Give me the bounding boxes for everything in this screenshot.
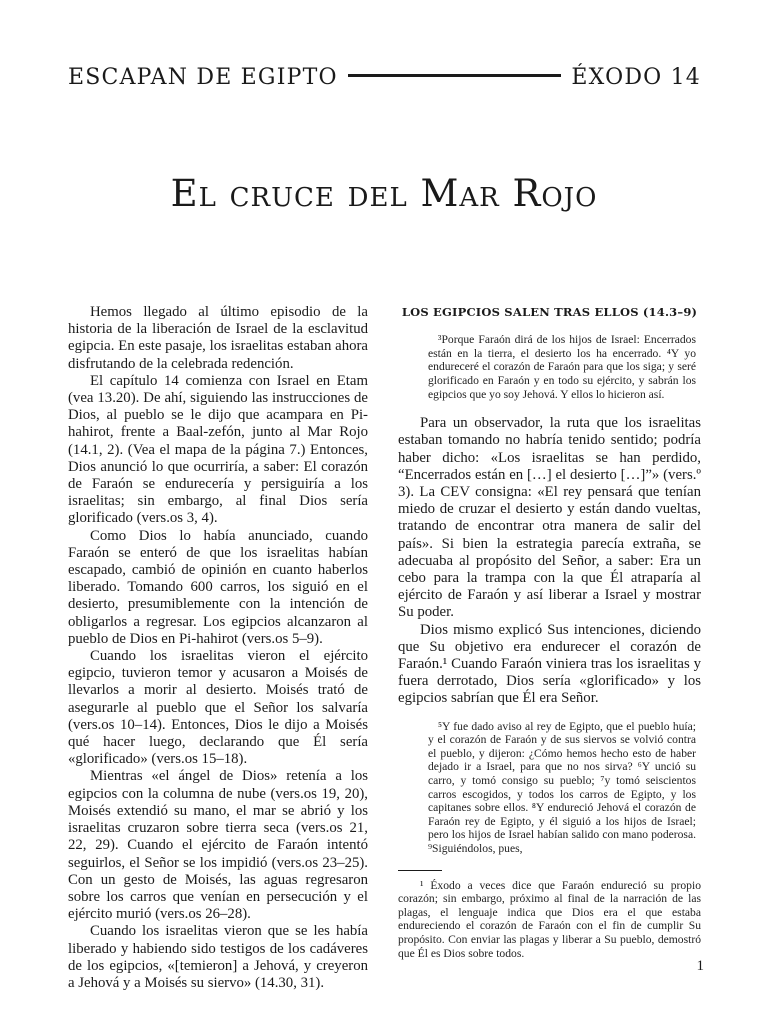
body-paragraph: Cuando los israelitas vieron el ejército egipcio, tuvieron temor y acusaron a Moisés de llevarlos a morir al desierto. Moisés trató de asegurarle al pueblo que el Señor los salvaría (vers.os 10–14). Entonces, Dios le dijo a Moisés qué hacer luego, declarando que Él sería «glorificado» (vers.os 15–18). bbox=[68, 648, 368, 768]
body-paragraph: Para un observador, la ruta que los israelitas estaban tomando no habría tenido sentido; podría haber dicho: «Los israelitas se han perdido, “Encerrados están en […] el desierto […]”» (vers.º 3). La CEV consigna: «El rey pensará que tenían miedo de cruzar el desierto y están dando vueltas, tratando de encontrar otra manera de salir del país». Si bien la estrategia parecía extraña, se adecuaba al propósito del Señor, a saber: Era un cebo para la trampa con la que Él atraparía al ejército de Faraón y así liberar a Israel y mostrar Su poder. bbox=[398, 415, 701, 621]
body-paragraph: Cuando los israelitas vieron que se les había liberado y habiendo sido testigos de los cadáveres de los egipcios, «[temieron] a Jehová, y creyeron a Jehová y a Moisés su siervo» (14.30, 31). bbox=[68, 923, 368, 991]
body-paragraph: El capítulo 14 comienza con Israel en Etam (vea 13.20). De ahí, siguiendo las instrucciones de Dios, al pueblo se le dijo que acampara en Pi-hahirot, frente a Baal-zefón, junto al Mar Rojo (14.1, 2). (Vea el mapa de la página 7.) Entonces, Dios anunció lo que ocurriría, a saber: El corazón de Faraón se endurecería y persiguiría a los israelitas; sin embargo, al final Dios sería glorificado (vers.os 3, 4). bbox=[68, 372, 368, 527]
left-column bbox=[68, 304, 368, 992]
body-paragraph: Como Dios lo había anunciado, cuando Faraón se enteró de que los israelitas habían escapado, cambió de opinión en cuanto haberlos liberado. Tomando 600 carros, los siguió en el desierto, presumiblemente con la intención de obligarlos a regresar. Los egipcios alcanzaron al pueblo de Dios en Pi-hahirot (vers.os 5–9). bbox=[68, 527, 368, 647]
footnote-text: ¹ Éxodo a veces dice que Faraón endureció su propio corazón; sin embargo, próximo al final de la narración de las plagas, el lenguaje indica que Dios era el que estaba endureciendo el corazón de Faraón con el fin de cumplir Su propósito. Con enviar las plagas y liberar a Su pueblo, demostró que Él es Dios sobre todos. bbox=[398, 878, 701, 960]
footnote bbox=[398, 879, 701, 961]
scripture-quote-text: ³Porque Faraón dirá de los hijos de Israel: Encerrados están en la tierra, el desierto los ha encerrado. ⁴Y yo endureceré el corazón de Faraón para que los siga; y seré glorificado en Faraón y en todo su ejército, y sabrán los egipcios que yo soy Jehová. Y ellos lo hicieron así. bbox=[428, 333, 696, 401]
scripture-quote-text: ⁵Y fue dado aviso al rey de Egipto, que el pueblo huía; y el corazón de Faraón y de sus siervos se volvió contra el pueblo, y dijeron: ¿Cómo hemos hecho esto de haber dejado ir a Israel, para que no nos sirva? ⁶Y unció su carro, y tomó consigo su pueblo; ⁷y tomó seiscientos carros escogidos, y todos los carros de Egipto, y los capitanes sobre ellos. ⁸Y endureció Jehová el corazón de Faraón rey de Egipto, y él siguió a los hijos de Israel; pero los hijos de Israel habían salido con mano poderosa. ⁹Siguiéndolos, pues, bbox=[428, 719, 696, 855]
running-header bbox=[68, 60, 701, 94]
header-rule bbox=[348, 74, 562, 77]
scripture-quote bbox=[428, 333, 696, 401]
running-header-right: ÉXODO 14 bbox=[571, 64, 701, 90]
body-paragraph: Hemos llegado al último episodio de la historia de la liberación de Israel de la esclavitud egipcia. En este pasaje, los israelitas estaban ahora disfrutando de la celebrada redención. bbox=[68, 304, 368, 372]
body-paragraph: Dios mismo explicó Sus intenciones, diciendo que Su objetivo era endurecer el corazón de Faraón.¹ Cuando Faraón viniera tras los israelitas y fuera derrotado, Dios sería «glorificado» y los egipcios sabrían que Él era Señor. bbox=[398, 621, 701, 707]
chapter-title: El cruce del Mar Rojo bbox=[170, 172, 598, 215]
section-heading: LOS EGIPCIOS SALEN TRAS ELLOS (14.3–9) bbox=[401, 305, 698, 319]
footnote-rule bbox=[398, 870, 442, 871]
page-number: 1 bbox=[696, 958, 704, 974]
right-column bbox=[398, 304, 701, 960]
body-paragraph: Mientras «el ángel de Dios» retenía a los egipcios con la columna de nube (vers.os 19, 20), Moisés extendió su mano, el mar se abrió y los israelitas cruzaron sobre tierra seca (vers.os 21, 22, 29). Cuando el ejército de Faraón intentó seguirlos, el Señor se los impidió (vers.os 23–25). Con un gesto de Moisés, las aguas regresaron sobre los carros que venían en persecución y el ejército murió (vers.os 26–28). bbox=[68, 768, 368, 923]
scripture-quote bbox=[428, 720, 696, 856]
running-header-left: ESCAPAN DE EGIPTO bbox=[68, 64, 338, 90]
